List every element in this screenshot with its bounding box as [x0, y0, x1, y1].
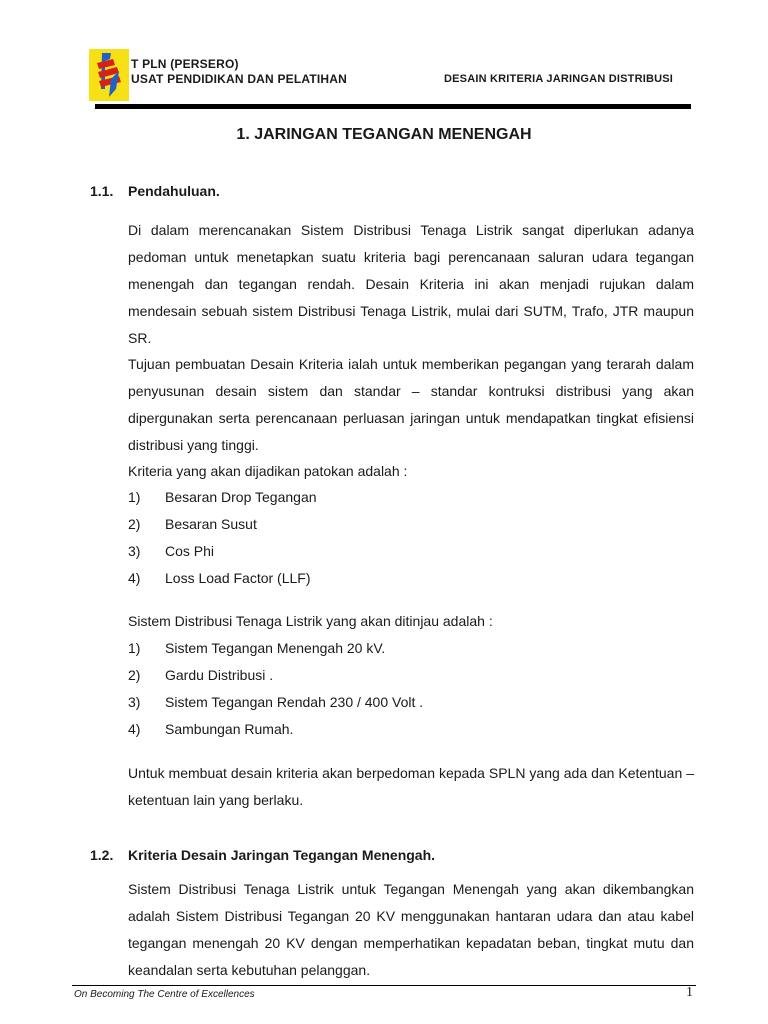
section-1-title: Pendahuluan. [128, 183, 220, 199]
pln-logo-icon [89, 49, 129, 101]
header-document-title: DESAIN KRITERIA JARINGAN DISTRIBUSI [444, 73, 674, 85]
header-company: T PLN (PERSERO) [131, 57, 239, 71]
section-2-title: Kriteria Desain Jaringan Tegangan Menengah. [128, 847, 436, 863]
section-2-paragraph-1: Sistem Distribusi Tenaga Listrik untuk Tegangan Menengah yang akan dikembangkan adalah Sistem Distribusi Tegangan 20 KV menggunakan hantaran udara dan atau kabel tegangan menengah 20 KV dengan memperhatikan kepadatan beban, tingkat mutu dan keandalan serta kebutuhan pelanggan. [128, 881, 694, 978]
criteria-intro: Kriteria yang akan dijadikan patokan adalah : [128, 463, 408, 479]
section-1-number: 1.1. [90, 183, 114, 199]
footer-motto: On Becoming The Centre of Excellences [74, 989, 255, 1000]
chapter-title: 1. JARINGAN TEGANGAN MENENGAH [236, 126, 532, 143]
page-number: 1 [686, 985, 693, 1000]
footer-rule [72, 985, 696, 986]
header-rule [95, 104, 691, 109]
section-2-number: 1.2. [90, 847, 114, 863]
header-unit: USAT PENDIDIKAN DAN PELATIHAN [131, 72, 348, 86]
systems-intro: Sistem Distribusi Tenaga Listrik yang akan ditinjau adalah : [128, 613, 493, 629]
section-1-paragraph-2: Tujuan pembuatan Desain Kriteria ialah untuk memberikan pegangan yang terarah dalam penyusunan desain sistem dan standar – standar kontruksi distribusi yang akan dipergunakan serta perencanaan perluasan jaringan untuk mendapatkan tingkat efisiensi distribusi yang tinggi. [128, 356, 694, 453]
section-1-paragraph-1: Di dalam merencanakan Sistem Distribusi Tenaga Listrik sangat diperlukan adanya pedoman untuk menetapkan suatu kriteria bagi perencanaan saluran udara tegangan menengah dan tegangan rendah. Desain Kriteria ini akan menjadi rujukan dalam mendesain sebuah sistem Distribusi Tenaga Listrik, mulai dari SUTM, Trafo, JTR maupun SR. [128, 222, 694, 346]
section-1-paragraph-3: Untuk membuat desain kriteria akan berpedoman kepada SPLN yang ada dan Ketentuan – ketentuan lain yang berlaku. [128, 765, 694, 808]
